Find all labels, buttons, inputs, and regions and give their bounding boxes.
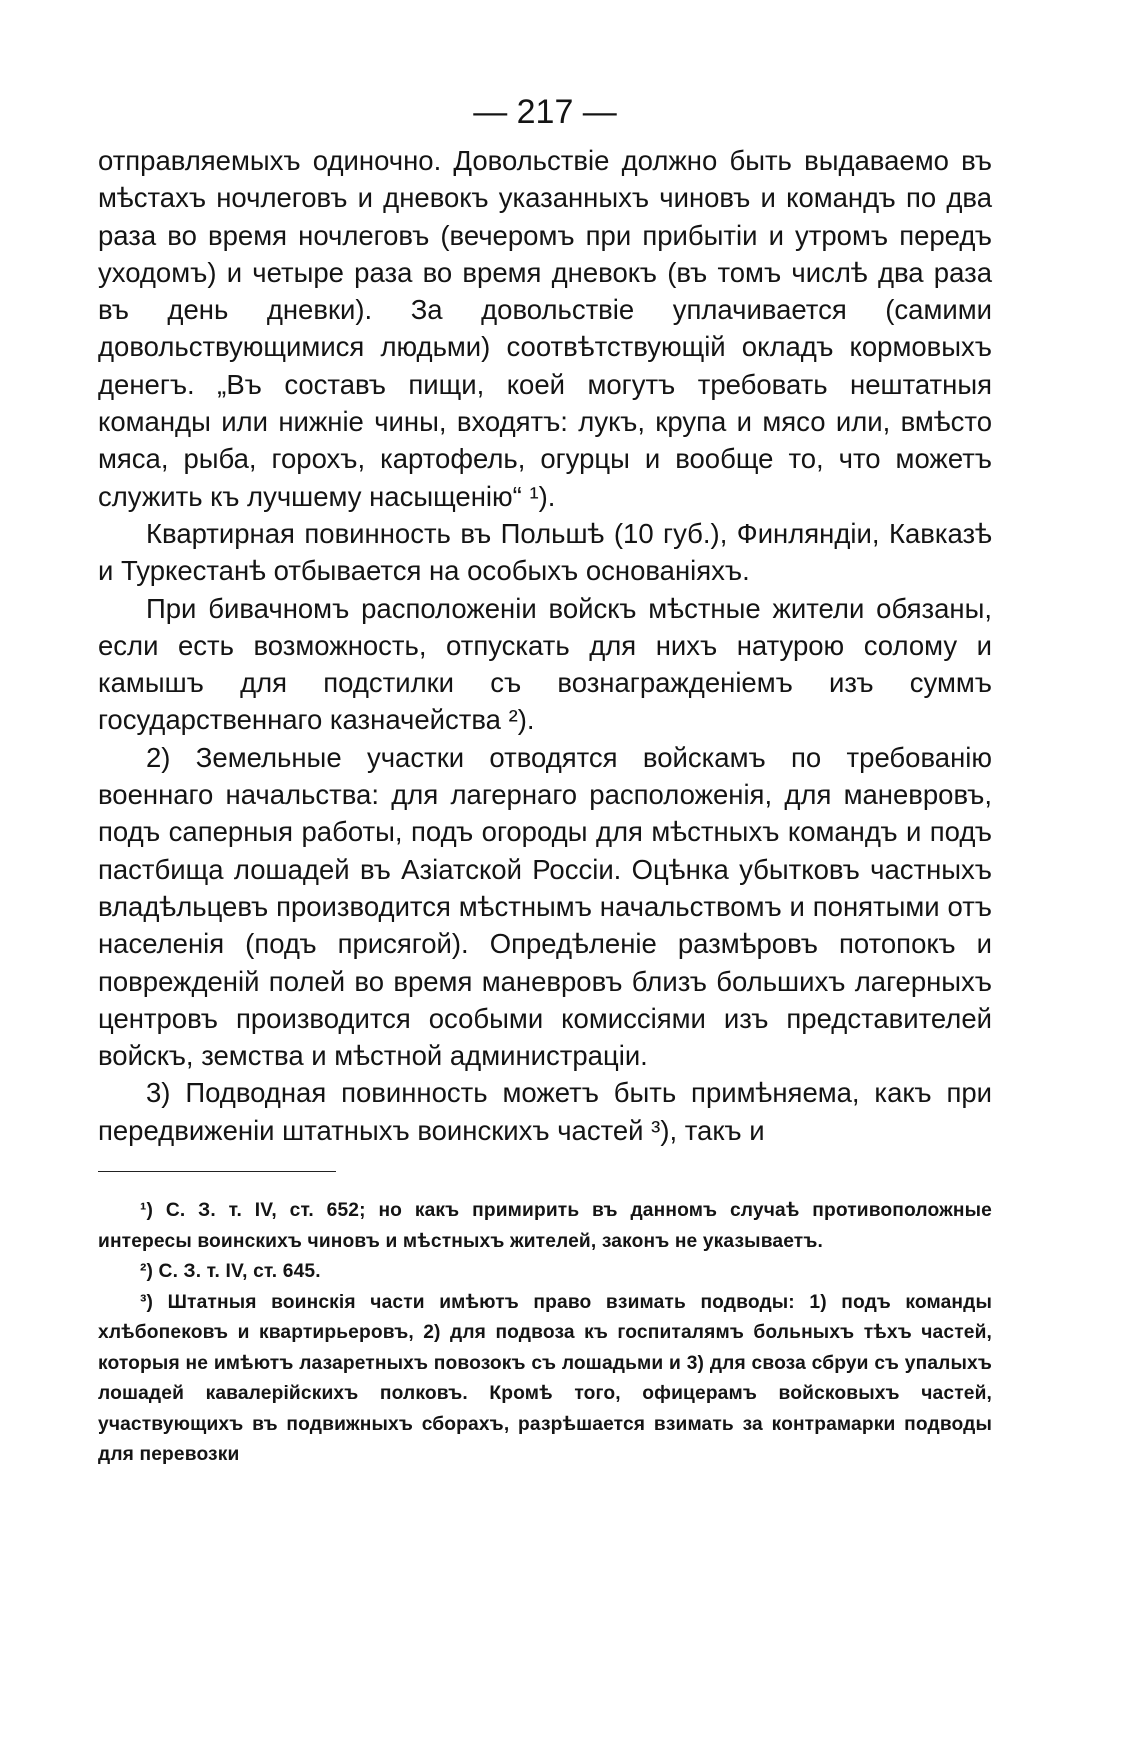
paragraph-quartering: Квартирная повинность въ Польшѣ (10 губ.), Финляндіи, Кавказѣ и Туркестанѣ отбывается на особыхъ основаніяхъ. [98, 517, 992, 587]
footnote-3: ³) Штатныя воинскія части имѣютъ право взимать подводы: 1) подъ команды хлѣбопековъ и квартирьеровъ, 2) для подвоза къ госпиталямъ больныхъ тѣхъ частей, которыя не имѣютъ лазаретныхъ повозокъ съ лошадьми и 3) для своза сбруи съ упалыхъ лошадей кавалерійскихъ полковъ. Кромѣ того, офицерамъ войсковыхъ частей, участвующихъ въ подвижныхъ сборахъ, разрѣшается взимать за контрамарки подводы для перевозки [98, 1291, 992, 1466]
footnotes [98, 1196, 992, 1471]
book-page [98, 90, 992, 1471]
page-number: — 217 — [473, 93, 617, 131]
main-text [98, 142, 992, 1149]
paragraph-continued: отправляемыхъ одиночно. Довольствіе должно быть выдаваемо въ мѣстахъ ночлеговъ и дневокъ указанныхъ чиновъ и командъ по два раза во время ночлеговъ (вечеромъ при прибытіи и утромъ передъ уходомъ) и четыре раза во время дневокъ (въ томъ числѣ два раза въ день дневки). За довольствіе уплачивается (самими довольствующимися людьми) соотвѣтствующій окладъ кормовыхъ денегъ. „Въ составъ пищи, коей могутъ требовать нештатныя команды или нижніе чины, входятъ: лукъ, крупа и мясо или, вмѣсто мяса, рыба, горохъ, картофель, огурцы и вообще то, что можетъ служить къ лучшему насыщенію“ ¹). [98, 145, 992, 512]
paragraph-bivouac: При бивачномъ расположеніи войскъ мѣстные жители обязаны, если есть возможность, отпускать для нихъ натурою солому и камышъ для подстилки съ вознагражденіемъ изъ суммъ государственнаго казначейства ²). [98, 592, 992, 736]
paragraph-land-plots: 2) Земельные участки отводятся войскамъ по требованію военнаго начальства: для лагернаго расположенія, для маневровъ, подъ саперныя работы, подъ огороды для мѣстныхъ командъ и подъ пастбища лошадей въ Азіатской Россіи. Оцѣнка убытковъ частныхъ владѣльцевъ производится мѣстнымъ начальствомъ и понятыми отъ населенія (подъ присягой). Опредѣленіе размѣровъ потопокъ и поврежденій полей во время маневровъ близъ большихъ лагерныхъ центровъ производится особыми комиссіями изъ представителей войскъ, земства и мѣстной администраціи. [98, 741, 992, 1072]
paragraph-cart-duty: 3) Подводная повинность можетъ быть примѣняема, какъ при передвиженіи штатныхъ воинскихъ частей ³), такъ и [98, 1077, 992, 1146]
footnote-1: ¹) С. З. т. IV, ст. 652; но какъ примирить въ данномъ случаѣ противоположные интересы воинскихъ чиновъ и мѣстныхъ жителей, законъ не указываетъ. [98, 1200, 992, 1252]
footnote-divider [98, 1171, 336, 1172]
footnote-2: ²) С. З. т. IV, ст. 645. [140, 1261, 321, 1283]
